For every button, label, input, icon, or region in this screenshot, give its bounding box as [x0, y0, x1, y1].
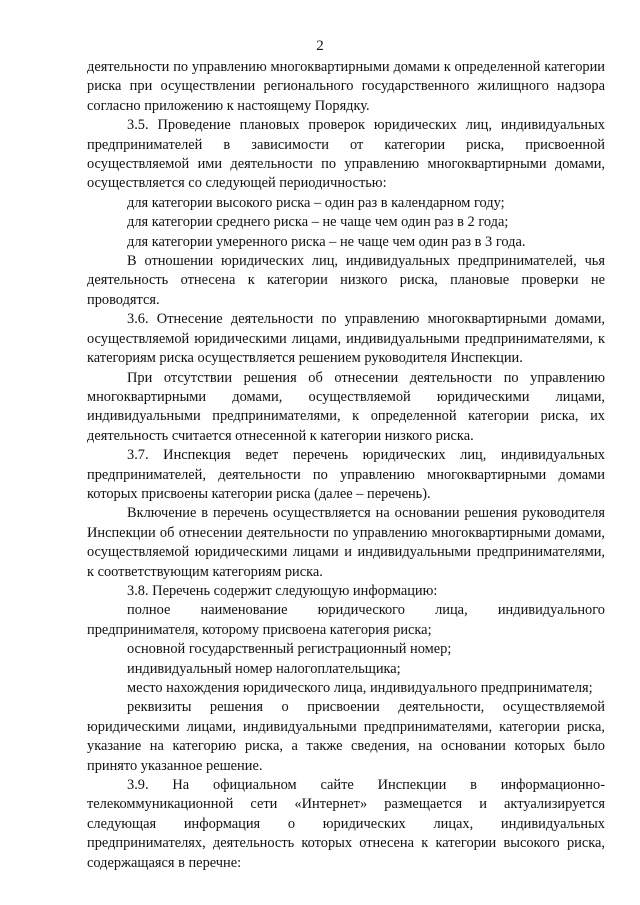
paragraph-no-decision: При отсутствии решения об отнесении деятельности по управлению многоквартирными домами, осуществляемой юридическими лицами, индивидуальными предпринимателями, к определенной категории риска, их деятельность считается отнесенной к категории низкого риска.	[87, 369, 605, 444]
periodicity-high-risk: для категории высокого риска – один раз в календарном году;	[127, 194, 505, 211]
paragraph-low-risk: В отношении юридических лиц, индивидуальных предпринимателей, чья деятельность отнесена к категории низкого риска, плановые проверки не проводятся.	[87, 253, 605, 308]
paragraph-3-6: 3.6. Отнесение деятельности по управлению многоквартирными домами, осуществляемой юридическими лицами, индивидуальными предпринимателями, к категориям риска осуществляется решением руководителя Инспекции.	[87, 311, 605, 367]
list-item-ogrn: основной государственный регистрационный номер;	[127, 641, 452, 658]
page-number: 2	[316, 38, 324, 54]
list-item-inn: индивидуальный номер налогоплательщика;	[127, 660, 401, 677]
paragraph-3-8: 3.8. Перечень содержит следующую информацию:	[127, 582, 438, 599]
paragraph-continuation: деятельности по управлению многоквартирными домами к определенной категории риска при осуществлении регионального государственного жилищного надзора согласно приложению к настоящему Порядку.	[87, 59, 605, 114]
document-body	[87, 58, 605, 873]
list-item-location: место нахождения юридического лица, индивидуального предпринимателя;	[127, 680, 593, 696]
paragraph-3-5: 3.5. Проведение плановых проверок юридических лиц, индивидуальных предпринимателей в зависимости от категории риска, присвоенной осуществляемой ими деятельности по управлению многоквартирными домами, осуществляется со следующей периодичностью:	[87, 117, 605, 192]
list-item-full-name: полное наименование юридического лица, индивидуального предпринимателя, которому присвоена категория риска;	[87, 602, 605, 638]
periodicity-moderate-risk: для категории умеренного риска – не чаще чем один раз в 3 года.	[127, 233, 526, 250]
paragraph-3-7: 3.7. Инспекция ведет перечень юридических лиц, индивидуальных предпринимателей, деятельности по управлению многоквартирными домами которых присвоены категории риска (далее – перечень).	[87, 447, 605, 502]
list-item-decision-details: реквизиты решения о присвоении деятельности, осуществляемой юридическими лицами, индивидуальными предпринимателями, категории риска, указание на категорию риска, а также сведения, на основании которых было принято указанное решение.	[87, 699, 605, 774]
paragraph-inclusion: Включение в перечень осуществляется на основании решения руководителя Инспекции об отнесении деятельности по управлению многоквартирными домами, осуществляемой юридическими лицами и индивидуальными предпринимателями, к соответствующим категориям риска.	[87, 505, 605, 580]
paragraph-3-9: 3.9. На официальном сайте Инспекции в информационно-телекоммуникационной сети «Интернет» размещается и актуализируется следующая информация о юридических лицах, индивидуальных предпринимателях, деятельность которых отнесена к категории высокого риска, содержащаяся в перечне:	[87, 777, 605, 871]
periodicity-medium-risk: для категории среднего риска – не чаще чем один раз в 2 года;	[127, 214, 509, 231]
